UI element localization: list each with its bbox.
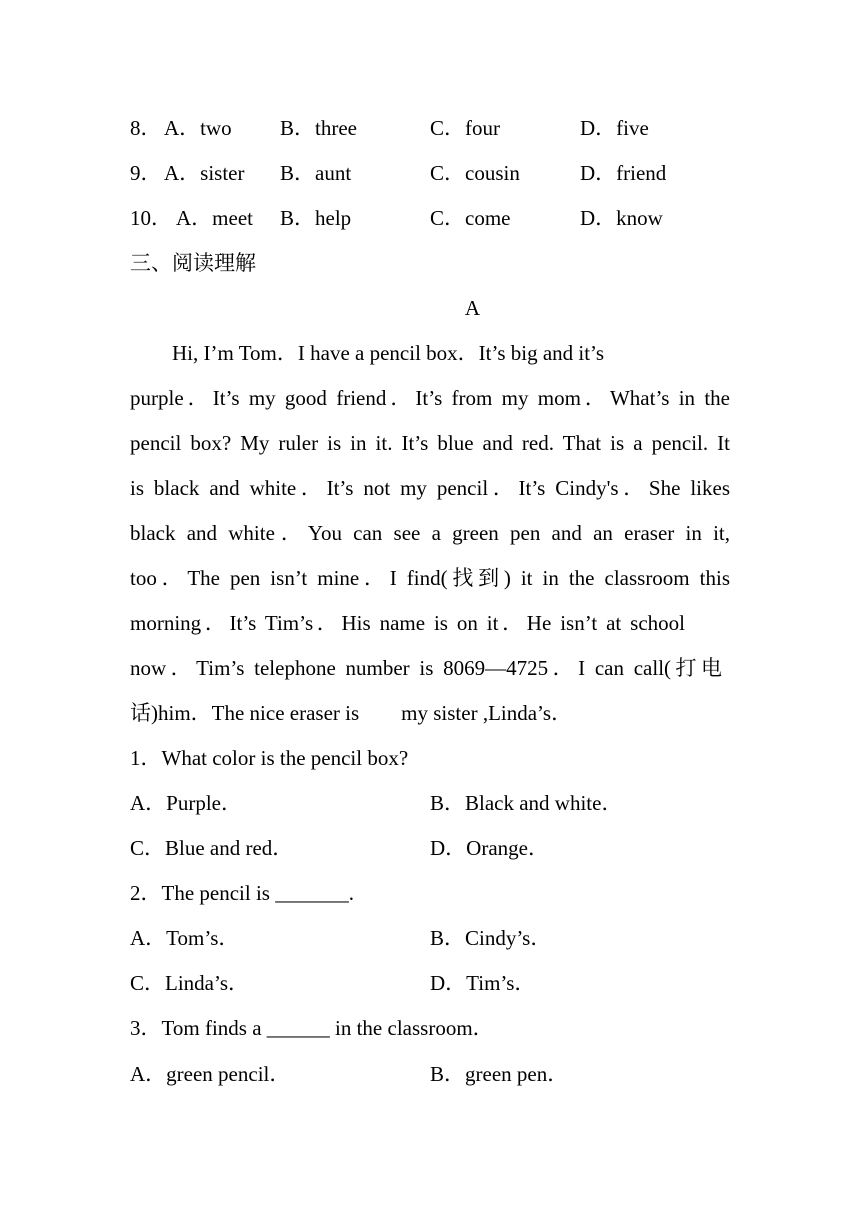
section-heading: 三、阅读理解 [130, 251, 256, 275]
question-number: 8． [130, 116, 162, 140]
passage-line: morning．It’s Tim’s．His name is on it．He isn’t at school [130, 611, 685, 635]
answer-option-b: B．Black and white． [430, 791, 623, 815]
answer-option-c: C．Linda’s． [130, 971, 249, 995]
passage-line: pencil box? My ruler is in it. It’s blue and red. That is a pencil. It [130, 431, 730, 455]
question-number: 10． [130, 206, 172, 230]
passage-line: is black and white．It’s not my pencil．It’s Cindy's．She likes [130, 476, 730, 500]
option-c: C．cousin [430, 161, 520, 185]
passage-line: now．Tim’s telephone number is 8069—4725．I can call(打电 [130, 656, 722, 680]
passage-label: A [464, 296, 481, 320]
option-d: D．friend [580, 161, 667, 185]
question-stem: 2．The pencil is _______. [130, 881, 354, 905]
answer-option-b: B．green pen． [430, 1062, 569, 1086]
option-c: C．four [430, 116, 500, 140]
option-a: A．two [164, 116, 232, 140]
answer-option-a: A．green pencil． [130, 1062, 291, 1086]
option-b: B．aunt [280, 161, 352, 185]
question-number: 9． [130, 161, 162, 185]
passage-line: purple．It’s my good friend．It’s from my mom．What’s in the [130, 386, 730, 410]
option-b: B．three [280, 116, 357, 140]
answer-option-c: C．Blue and red． [130, 836, 294, 860]
answer-option-d: D．Tim’s． [430, 971, 536, 995]
answer-option-d: D．Orange． [430, 836, 549, 860]
question-stem: 1．What color is the pencil box? [130, 746, 409, 770]
question-stem: 3．Tom finds a ______ in the classroom． [130, 1016, 494, 1040]
passage-line: 话)him．The nice eraser is my sister ,Linda’s． [130, 701, 573, 725]
answer-option-b: B．Cindy’s． [430, 926, 552, 950]
passage-line: too．The pen isn’t mine．I find(找到) it in the classroom this [130, 566, 730, 590]
option-d: D．know [580, 206, 663, 230]
option-b: B．help [280, 206, 352, 230]
option-c: C．come [430, 206, 511, 230]
option-a: A．sister [164, 161, 245, 185]
answer-option-a: A．Tom’s． [130, 926, 240, 950]
option-d: D．five [580, 116, 649, 140]
option-a: A．meet [176, 206, 253, 230]
answer-option-a: A．Purple． [130, 791, 242, 815]
passage-line: black and white．You can see a green pen and an eraser in it, [130, 521, 730, 545]
passage-line: Hi, I’m Tom．I have a pencil box．It’s big and it’s [130, 341, 605, 365]
